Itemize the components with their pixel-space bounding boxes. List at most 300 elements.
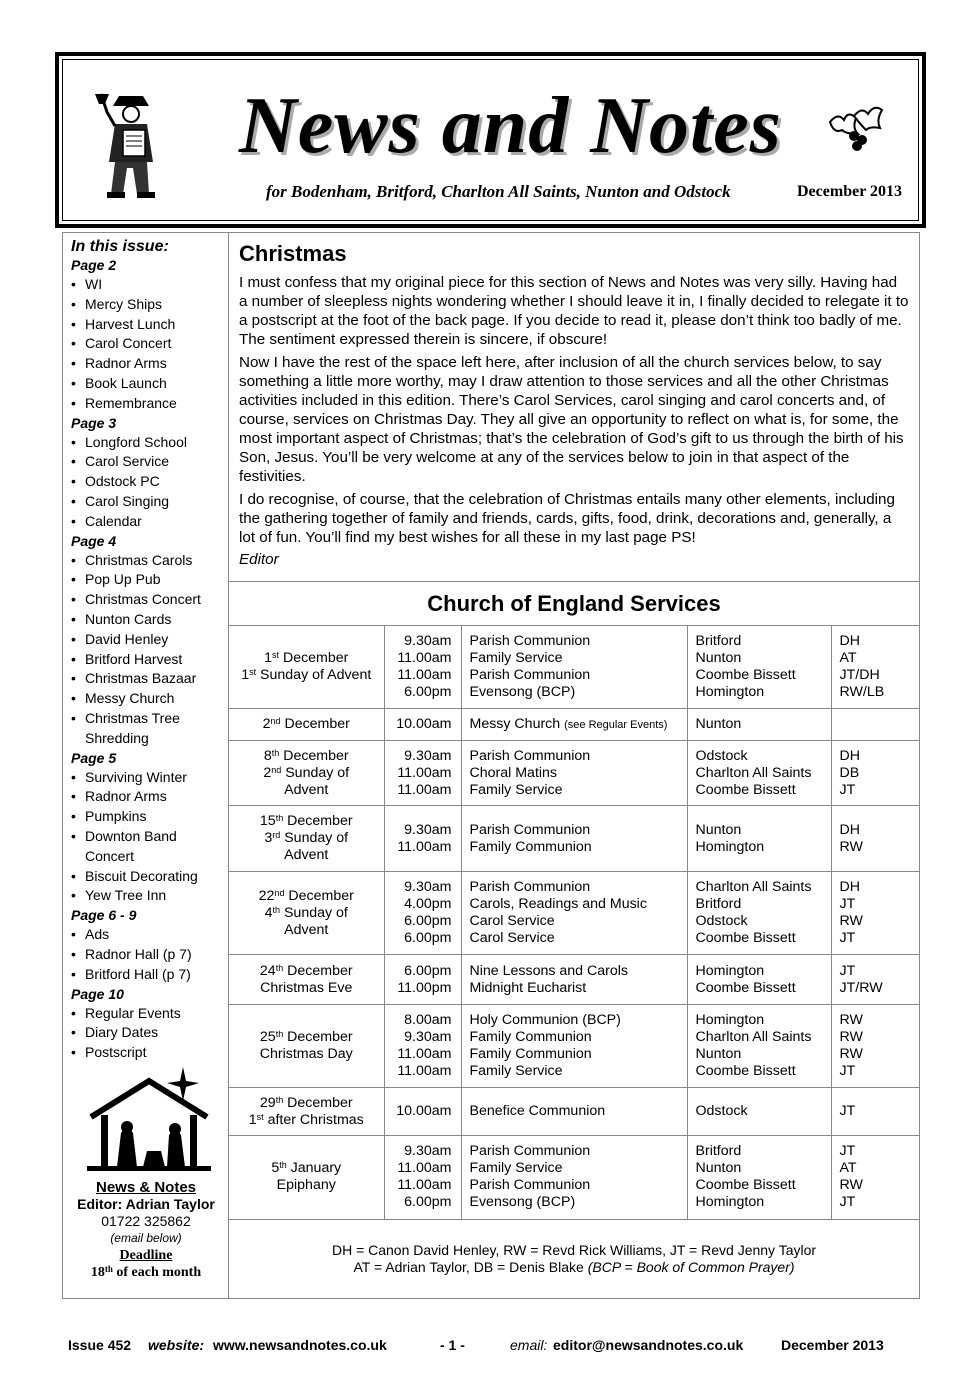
service-date-line [229, 888, 384, 905]
service-place: Charlton All Saints [695, 1029, 812, 1045]
footer-issue: Issue 452 [68, 1337, 132, 1353]
services-key [229, 1219, 919, 1300]
service-name-line [470, 1194, 687, 1211]
date-number: 8 [263, 747, 272, 764]
service-time: 4.00pm [404, 896, 452, 912]
date-text: December [283, 1094, 353, 1111]
service-name: Midnight Eucharist [469, 979, 587, 996]
contents-item: • Remembrance [71, 394, 229, 414]
contents-item: • Calendar [71, 512, 229, 532]
service-times [384, 872, 461, 955]
service-name-line [470, 782, 687, 799]
service-time: 9.30am [404, 879, 452, 895]
service-names [461, 872, 687, 955]
service-name-line [470, 633, 687, 650]
service-time: 11.00am [397, 764, 452, 781]
service-name-line [470, 1063, 687, 1080]
service-name: Family Service [469, 781, 563, 798]
contents-item: • Carol Singing [71, 492, 229, 512]
service-name: Messy Church [469, 715, 565, 732]
contents-item: • Radnor Arms [71, 354, 229, 374]
article-title: Christmas [239, 241, 347, 266]
date-text: Epiphany [276, 1177, 336, 1194]
services-table [229, 625, 919, 1219]
date-text: Sunday of [280, 830, 349, 846]
date-text: after Christmas [263, 1111, 364, 1128]
contents-item: • Pop Up Pub [71, 570, 229, 590]
service-time: 11.00am [397, 1063, 452, 1079]
service-name: Choral Matins [469, 764, 558, 781]
service-name-line [470, 1143, 687, 1160]
date-suffix: nd [274, 887, 285, 898]
contents-item: • Surviving Winter [71, 768, 229, 788]
service-places [687, 709, 831, 741]
footer-email-link[interactable]: editor@newsandnotes.co.uk [553, 1337, 744, 1353]
service-place: Britford [695, 1143, 742, 1160]
nativity-icon [87, 1067, 211, 1171]
service-name-line [470, 765, 687, 782]
service-note: (see Regular Events) [564, 718, 668, 731]
service-times [384, 626, 461, 709]
service-date [229, 626, 384, 709]
service-name: Nine Lessons and Carols [469, 962, 629, 979]
contents-item: • Radnor Hall (p 7) [71, 945, 229, 965]
service-minister: JT/DH [839, 667, 880, 683]
service-places [687, 1005, 831, 1088]
service-date [229, 1005, 384, 1088]
service-name-line [470, 1029, 687, 1046]
service-name-line [470, 913, 687, 930]
service-minister: JT [839, 962, 856, 979]
service-name-line [470, 980, 687, 997]
service-place: Charlton All Saints [695, 764, 812, 781]
service-time: 11.00am [397, 781, 452, 798]
deadline-label: Deadline [119, 1247, 173, 1263]
masthead [55, 52, 926, 228]
service-ministers [831, 741, 919, 806]
footer-website-link[interactable]: www.newsandnotes.co.uk [213, 1337, 387, 1353]
service-place: Homington [695, 1012, 765, 1028]
service-date [229, 741, 384, 806]
service-time: 10.00am [396, 716, 452, 732]
date-suffix: st [271, 650, 279, 660]
service-name: Evensong (BCP) [469, 684, 576, 700]
date-suffix: th [271, 747, 280, 758]
service-name-line [470, 716, 687, 734]
article-paragraph: I must confess that my original piece for this section of News and Notes was very silly. Having had a number of sleepless nights wondering whether I should leave it in, I finally decided to relegate it to a postscript at the foot of the back page. If you decide to read it, please don’t think too badly of me. The sentiment expressed therein is sincere, if obscure! [239, 274, 909, 348]
service-name-line [470, 667, 687, 684]
date-number: 1 [248, 1111, 257, 1128]
service-times [384, 955, 461, 1005]
service-places [687, 872, 831, 955]
service-name-line [470, 930, 687, 947]
service-places [687, 1136, 831, 1219]
date-text: Sunday of Advent [256, 667, 372, 683]
holly-icon [824, 100, 888, 160]
service-time: 9.30am [404, 633, 452, 649]
service-name-line [470, 879, 687, 896]
page-group-label: Page 2 [71, 257, 117, 273]
service-time: 11.00am [397, 838, 452, 855]
service-times [384, 1136, 461, 1219]
contents-item: • Christmas Concert [71, 590, 229, 610]
service-name: Benefice Communion [469, 1103, 606, 1119]
service-minister: DB [839, 764, 860, 781]
service-names [461, 1136, 687, 1219]
service-time: 8.00am [404, 1012, 452, 1028]
service-time: 11.00am [397, 1046, 452, 1062]
editor-credit [63, 1179, 229, 1281]
service-name-line [470, 822, 687, 839]
service-name-line [470, 1177, 687, 1194]
service-minister: JT [839, 1063, 856, 1079]
service-date-line [229, 1177, 384, 1194]
table-row [229, 626, 919, 709]
service-date [229, 1136, 384, 1219]
service-name: Evensong (BCP) [469, 1194, 576, 1211]
contents-item: • Ads [71, 925, 229, 945]
service-name-line [470, 963, 687, 980]
service-name-line [470, 839, 687, 856]
date-text: December [284, 887, 354, 904]
service-date [229, 955, 384, 1005]
service-place: Coombe Bissett [695, 781, 796, 798]
service-ministers [831, 1088, 919, 1136]
date-suffix: st [256, 1111, 264, 1122]
service-time: 9.30am [404, 747, 452, 764]
service-time: 11.00am [397, 1177, 452, 1194]
service-minister: DH [839, 821, 860, 838]
contents-item: • Longford School [71, 433, 229, 453]
service-name-line [470, 748, 687, 765]
key-line-2-names: AT = Adrian Taylor, DB = Denis Blake [353, 1258, 588, 1275]
contents-sidebar [62, 232, 229, 1299]
service-name: Family Communion [469, 838, 592, 855]
service-names [461, 709, 687, 741]
service-times [384, 1005, 461, 1088]
date-text: Christmas Day [259, 1046, 353, 1062]
service-minister: JT [839, 1194, 856, 1211]
page-group-items [71, 275, 229, 414]
service-date-line [229, 1095, 384, 1112]
service-places [687, 626, 831, 709]
date-number: 2 [262, 716, 271, 732]
page-group-items [71, 925, 229, 984]
date-suffix: th [275, 962, 284, 973]
service-minister: AT [839, 650, 857, 666]
date-number: 29 [259, 1094, 276, 1111]
footer-email-label: email: [510, 1337, 548, 1353]
date-suffix: th [275, 1029, 284, 1039]
service-name-line [470, 650, 687, 667]
credit-email-note: (email below) [110, 1230, 182, 1245]
date-number: 22 [258, 887, 275, 904]
service-date-line [229, 1029, 384, 1046]
service-names [461, 1005, 687, 1088]
date-number: 4 [264, 904, 273, 921]
contents-item: • Biscuit Decorating [71, 867, 229, 887]
service-time: 6.00pm [404, 962, 452, 979]
contents-item: • Regular Events [71, 1004, 229, 1024]
table-row [229, 709, 919, 741]
page-group-items [71, 768, 229, 907]
date-text: Advent [284, 781, 329, 798]
town-crier-icon [93, 88, 169, 200]
service-times [384, 806, 461, 872]
service-name: Carols, Readings and Music [469, 896, 647, 912]
service-name-line [470, 1046, 687, 1063]
service-place: Nunton [695, 650, 742, 666]
deadline-day: 18 [90, 1264, 105, 1280]
contents-item: • Messy Church [71, 689, 229, 709]
date-suffix: th [279, 1160, 287, 1171]
service-place: Coombe Bissett [695, 1177, 796, 1194]
contents-item: • Book Launch [71, 374, 229, 394]
service-date-line [229, 830, 384, 847]
date-text: Christmas Eve [260, 979, 353, 996]
date-number: 5 [271, 1160, 280, 1177]
contents-item: • Britford Harvest [71, 650, 229, 670]
service-place: Britford [695, 633, 742, 649]
contents-heading: In this issue: [71, 238, 169, 255]
service-name-line [470, 1012, 687, 1029]
contents-item: • Odstock PC [71, 472, 229, 492]
service-ministers [831, 955, 919, 1005]
service-name: Carol Service [469, 913, 555, 929]
service-name: Parish Communion [469, 879, 591, 895]
service-time: 10.00am [396, 1103, 452, 1119]
service-times [384, 1088, 461, 1136]
service-place: Odstock [695, 747, 748, 764]
service-time: 6.00pm [404, 1194, 452, 1211]
contents-item: • Carol Service [71, 452, 229, 472]
service-minister: RW/LB [839, 684, 885, 700]
footer-website-label: website: [148, 1337, 205, 1353]
page-group-label: Page 6 - 9 [71, 907, 137, 924]
service-minister: JT [839, 896, 856, 912]
service-time: 11.00am [397, 667, 452, 683]
deadline-rest: of each month [112, 1264, 202, 1280]
service-place: Homington [695, 962, 765, 979]
service-date-line [229, 716, 384, 733]
page-group-label: Page 10 [71, 985, 124, 1002]
service-name: Parish Communion [469, 1143, 591, 1160]
newsletter-subtitle: for Bodenham, Britford, Charlton All Saints, Nunton and Odstock [266, 182, 731, 201]
service-place: Britford [695, 896, 742, 912]
key-line-2 [229, 1259, 919, 1276]
key-line-2-bcp: (BCP = Book of Common Prayer) [587, 1258, 795, 1275]
page-group-label: Page 4 [71, 532, 117, 549]
service-place: Nunton [695, 821, 742, 838]
masthead-inner-border [62, 59, 919, 221]
service-date-line [229, 963, 384, 980]
date-text: Advent [284, 921, 329, 938]
credit-phone: 01722 325862 [101, 1212, 191, 1229]
contents-item: • Britford Hall (p 7) [71, 965, 229, 985]
date-number: 25 [259, 1029, 276, 1045]
service-time: 11.00pm [397, 979, 452, 996]
service-times [384, 709, 461, 741]
service-places [687, 1088, 831, 1136]
service-place: Coombe Bissett [695, 979, 796, 996]
date-text: January [286, 1160, 342, 1177]
article-signoff: Editor [239, 551, 279, 568]
date-suffix: nd [271, 764, 282, 775]
footer-date: December 2013 [781, 1337, 884, 1353]
service-minister: RW [839, 1012, 863, 1028]
service-place: Coombe Bissett [695, 1063, 796, 1079]
service-ministers [831, 1136, 919, 1219]
contents-item: • Christmas Carols [71, 551, 229, 571]
service-name: Parish Communion [469, 747, 591, 764]
deadline-text [63, 1264, 229, 1281]
table-row [229, 1005, 919, 1088]
page-group-items [71, 551, 229, 749]
service-place: Homington [695, 684, 765, 700]
service-place: Nunton [695, 716, 742, 732]
service-date-line [229, 905, 384, 922]
service-name-line [470, 1103, 687, 1120]
page-group-items [71, 1004, 229, 1063]
page-group-items [71, 433, 229, 532]
service-date [229, 872, 384, 955]
contents-item: • Carol Concert [71, 334, 229, 354]
service-date-line [229, 667, 384, 684]
service-time: 9.30am [404, 1029, 452, 1045]
service-place: Odstock [695, 913, 748, 929]
service-place: Charlton All Saints [695, 879, 812, 895]
service-date-line [229, 980, 384, 997]
service-ministers [831, 626, 919, 709]
service-minister: RW [839, 1046, 863, 1062]
service-time: 11.00am [397, 1160, 452, 1177]
newsletter-title: News and Notes [239, 82, 782, 170]
service-places [687, 741, 831, 806]
service-date-line [229, 813, 384, 830]
date-text: December [283, 962, 353, 979]
service-date-line [229, 1112, 384, 1129]
service-names [461, 1088, 687, 1136]
service-minister: RW [839, 838, 863, 855]
service-date [229, 1088, 384, 1136]
service-ministers [831, 872, 919, 955]
contents-item: • Yew Tree Inn [71, 886, 229, 906]
service-place: Nunton [695, 1160, 742, 1177]
date-number: 15 [259, 813, 276, 829]
service-places [687, 955, 831, 1005]
table-row [229, 1136, 919, 1219]
footer-page-number: - 1 - [440, 1337, 465, 1353]
main-column [228, 232, 920, 1299]
table-row [229, 872, 919, 955]
contents-item: • Christmas Bazaar [71, 669, 229, 689]
contents-item: • David Henley [71, 630, 229, 650]
service-minister: JT/RW [839, 979, 883, 996]
service-time: 6.00pm [404, 684, 452, 700]
service-minister: JT [839, 1143, 856, 1160]
date-text: December [280, 716, 350, 732]
service-name: Parish Communion [469, 821, 591, 838]
service-date-line [229, 650, 384, 667]
service-places [687, 806, 831, 872]
service-place: Odstock [695, 1103, 748, 1119]
service-name: Family Service [469, 1063, 563, 1079]
service-name: Family Communion [469, 1046, 592, 1062]
service-place: Homington [695, 838, 765, 855]
contents-item: • Downton Band Concert [71, 827, 207, 867]
date-suffix: nd [270, 716, 281, 726]
service-name: Family Service [469, 1160, 563, 1177]
service-minister: RW [839, 1177, 863, 1194]
date-text: December [279, 747, 349, 764]
article-paragraph: I do recognise, of course, that the celebration of Christmas entails many other elements, including the gathering together of family and friends, cards, gifts, food, drink, decorations and, generally, a lot of fun. You’ll find my best wishes for all these in my last page PS! [239, 491, 895, 546]
service-name-line [470, 1160, 687, 1177]
table-row [229, 741, 919, 806]
service-minister: RW [839, 913, 863, 929]
service-minister: JT [839, 1103, 856, 1119]
service-time: 6.00pm [404, 930, 452, 946]
service-time: 11.00am [397, 650, 452, 666]
services-title: Church of England Services [427, 591, 721, 616]
table-row [229, 806, 919, 872]
date-number: 2 [263, 764, 272, 781]
contents-item: • Postscript [71, 1043, 229, 1063]
service-minister: JT [839, 781, 856, 798]
contents-item: • Diary Dates [71, 1023, 229, 1043]
date-number: 1 [264, 650, 272, 666]
service-ministers [831, 806, 919, 872]
date-text: December [283, 1029, 353, 1045]
deadline-day-suffix: th [104, 1263, 113, 1274]
service-name: Family Service [469, 650, 563, 666]
service-name: Parish Communion [469, 667, 591, 683]
service-names [461, 626, 687, 709]
service-date [229, 806, 384, 872]
contents-item: • Harvest Lunch [71, 315, 229, 335]
service-date [229, 709, 384, 741]
date-suffix: rd [272, 830, 281, 840]
service-name-line [470, 684, 687, 701]
service-times [384, 741, 461, 806]
contents-item: • Mercy Ships [71, 295, 229, 315]
service-date-line [229, 748, 384, 765]
service-date-line [229, 1046, 384, 1063]
service-minister: DH [839, 879, 860, 895]
contents-item: • Nunton Cards [71, 610, 229, 630]
service-name: Holy Communion (BCP) [469, 1012, 621, 1028]
service-ministers [831, 1005, 919, 1088]
date-suffix: th [272, 904, 281, 915]
table-row [229, 1088, 919, 1136]
date-number: 24 [259, 962, 276, 979]
service-date-line [229, 1160, 384, 1177]
service-name-line [470, 896, 687, 913]
page-group-label: Page 5 [71, 749, 117, 766]
contents-item: • Christmas Tree Shredding [71, 709, 207, 749]
service-minister [840, 716, 920, 733]
service-minister: JT [839, 930, 856, 946]
page-group-label: Page 3 [71, 414, 117, 431]
date-suffix: st [249, 667, 257, 677]
contents-item: • Pumpkins [71, 807, 229, 827]
credit-publication-name: News & Notes [95, 1178, 197, 1196]
article-paragraph: Now I have the rest of the space left here, after inclusion of all the church services below, to say something a little more worthy, may I draw attention to those services and all the other Christmas activities included in this edition. There’s Carol Services, carol singing and carol concerts and, of course, services on Christmas Day. They all give an opportunity to reflect on what is, for some, the most important aspect of Christmas; that’s the celebration of God’s gift to us through the birth of his Son, Jesus. You’ll be very welcome at any of the services below to join in that aspect of the festivities. [239, 354, 904, 485]
service-time: 9.30am [404, 821, 452, 838]
service-place: Coombe Bissett [695, 667, 796, 683]
key-line-1: DH = Canon David Henley, RW = Revd Rick Williams, JT = Revd Jenny Taylor [331, 1241, 817, 1258]
credit-editor: Editor: Adrian Taylor [77, 1195, 215, 1212]
service-name: Parish Communion [469, 1177, 591, 1194]
